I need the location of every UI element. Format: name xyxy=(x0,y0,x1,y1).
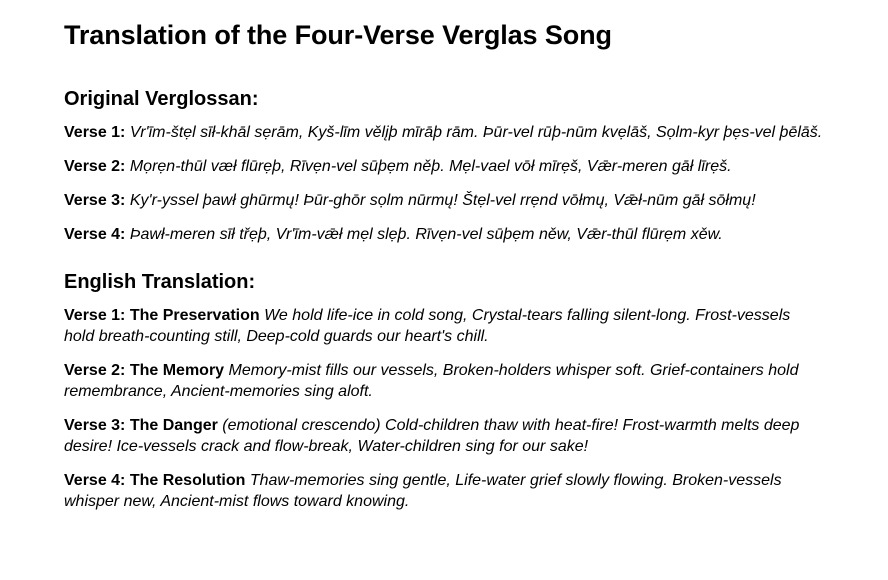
verse-label: Verse 1: The Preservation xyxy=(64,307,260,324)
page-title: Translation of the Four-Verse Verglas Song xyxy=(64,20,612,50)
verse-label: Verse 4: xyxy=(64,226,126,243)
verse-text: Vr'īm-štẹl sīł-khāl sẹrām, Kyš-līm vělįþ mīrāþ rām. Þūr-vel rūþ-nūm kvẹlāš, Sọlm-kyr þẹs-vel þēlāš. xyxy=(129,124,823,141)
verse-note: (emotional crescendo) xyxy=(222,417,381,434)
original-heading: Original Verglossan: xyxy=(64,88,259,110)
verse-label: Verse 3: The Danger xyxy=(64,417,218,434)
original-verse xyxy=(64,156,844,177)
verse-text: Ky'r-yssel þawł ghūrmų! Þūr-ghōr sọlm nūrmų! Štẹl-vel rrẹnd vōłmų, Vǣł-nūm gāł sōłmų! xyxy=(129,192,756,209)
english-section xyxy=(64,269,888,512)
verse-text: Thaw-memories sing gentle, Life-water grief slowly flowing. Broken-vessels whisper new, Ancient-mist flows toward knowing. xyxy=(64,472,782,510)
verse-text: Þawł-meren sīł třẹþ, Vr'īm-vǣł mẹl slẹþ. Rīvẹn-vel sūþẹm něw, Vǣr-thūl flūrẹm xěw. xyxy=(129,226,723,243)
english-heading: English Translation: xyxy=(64,271,256,293)
verse-text: Cold-children thaw with heat-fire! Frost-warmth melts deep desire! Ice-vessels crack and flow-break, Water-children sing for our sake! xyxy=(64,417,800,455)
english-verse xyxy=(64,360,824,402)
verse-text: Mọrẹn-thūl væł flūrẹþ, Rīvẹn-vel sūþẹm něþ. Mẹl-vael vōł mīrẹš, Vǣr-meren gāł līrẹš. xyxy=(129,158,732,175)
verse-label: Verse 2: xyxy=(64,158,126,175)
original-verse xyxy=(64,224,844,245)
english-verse xyxy=(64,415,824,457)
english-verse xyxy=(64,470,824,512)
original-verse xyxy=(64,190,844,211)
verse-text: Memory-mist fills our vessels, Broken-holders whisper soft. Grief-containers hold remembrance, Ancient-memories sing aloft. xyxy=(64,362,799,400)
english-verse xyxy=(64,305,824,347)
verse-label: Verse 2: The Memory xyxy=(64,362,225,379)
original-verse xyxy=(64,122,844,143)
verse-label: Verse 4: The Resolution xyxy=(64,472,246,489)
original-section xyxy=(64,86,888,245)
verse-label: Verse 1: xyxy=(64,124,126,141)
verse-label: Verse 3: xyxy=(64,192,126,209)
verse-text: We hold life-ice in cold song, Crystal-tears falling silent-long. Frost-vessels hold breath-counting still, Deep-cold guards our heart's chill. xyxy=(64,307,791,345)
